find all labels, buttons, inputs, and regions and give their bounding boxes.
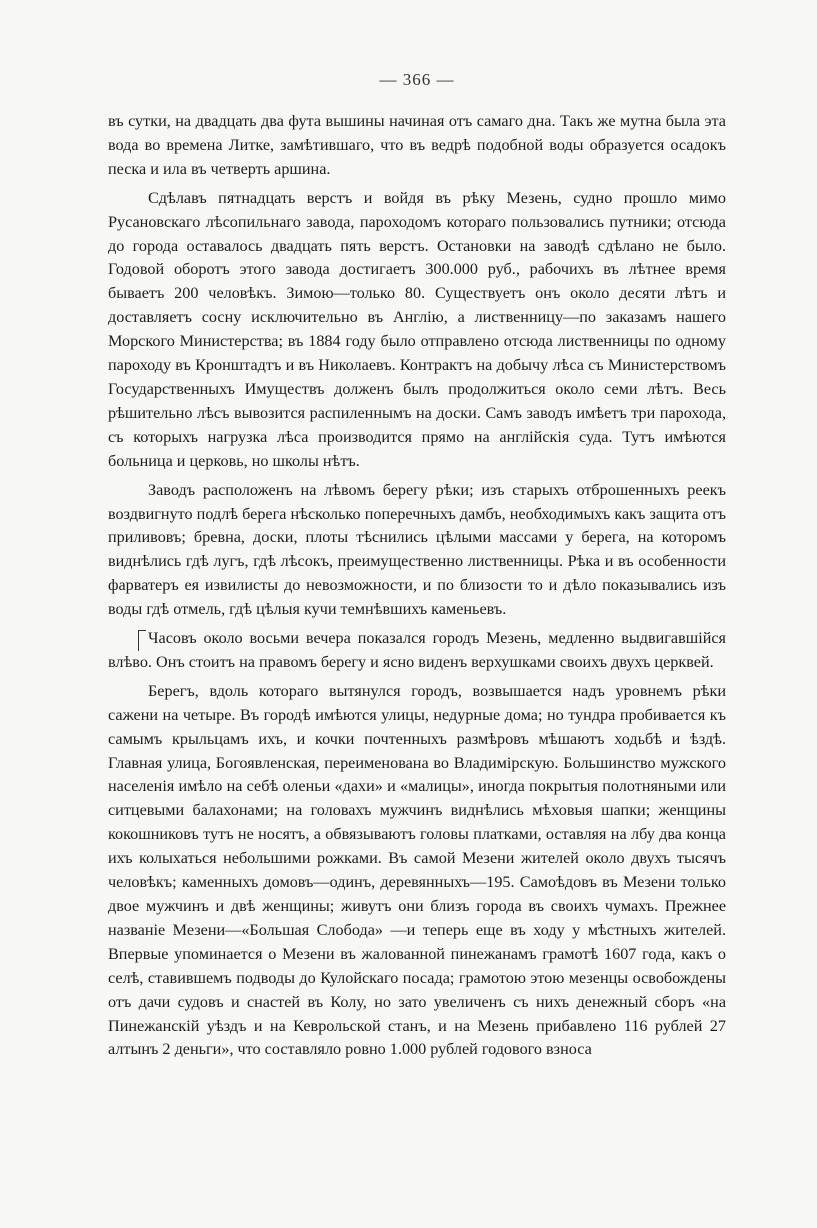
page-body: [108, 70, 726, 1067]
paragraph-3: Заводъ расположенъ на лѣвомъ берегу рѣки; изъ старыхъ отброшенныхъ реекъ воздвигнуто подлѣ берега нѣсколько поперечныхъ дамбъ, необходимыхъ какъ защита отъ приливовъ; бревна, доски, плоты тѣснились цѣлыми массами у берега, на которомъ виднѣлись гдѣ лугъ, гдѣ лѣсокъ, преимущественно лиственницы. Рѣка и въ особенности фарватеръ ея извилисты до невозможности, и по близости то и дѣло показывались изъ воды гдѣ отмель, гдѣ цѣлыя кучи темнѣвшихъ каменьевъ.: [108, 480, 726, 619]
page-number: — 366 —: [379, 70, 455, 89]
paragraph-1: въ сутки, на двадцать два фута вышины начиная отъ самаго дна. Такъ же мутна была эта вода во времена Литке, замѣтившаго, что въ ведрѣ подобной воды образуется осадокъ песка и ила въ четверть аршина.: [108, 112, 726, 178]
paragraph-5: Берегъ, вдоль котораго вытянулся городъ, возвышается надъ уровнемъ рѣки сажени на четыре. Въ городѣ имѣются улицы, недурные дома; но тундра пробивается къ самымъ крыльцамъ ихъ, и кочки почтенныхъ размѣровъ мѣшаютъ ходьбѣ и ѣздѣ. Главная улица, Богоявленская, переименована во Владимірскую. Большинство мужского населенія имѣло на себѣ оленьи «дахи» и «малицы», иногда покрытыя полотняными или ситцевыми балахонами; на головахъ мужчинъ виднѣлись мѣховыя шапки; женщины кокошниковъ тутъ не носятъ, а обвязываютъ головы платками, оставляя на лбу два конца ихъ колыхаться небольшими рожками. Въ самой Мезени жителей около двухъ тысячъ человѣкъ; каменныхъ домовъ—одинъ, деревянныхъ—195. Самоѣдовъ въ Мезени только двое мужчинъ и двѣ женщины; живутъ они близъ города въ своихъ чумахъ. Прежнее названіе Мезени—«Большая Слобода» —и теперь еще въ ходу у мѣстныхъ жителей. Впервые упоминается о Мезени въ жалованной пинежанамъ грамотѣ 1607 года, какъ о селѣ, ставившемъ подводы до Кулойскаго посада; грамотою этою мезенцы освобождены отъ дачи судовъ и снастей въ Колу, но зато увеличенъ съ нихъ денежный сборъ «на Пинежанскій уѣздъ и на Кеврольской станъ, и на Мезень прибавлено 116 рублей 27 алтынъ 2 деньги», что составляло ровно 1.000 рублей годового взноса: [108, 681, 726, 1059]
paragraph-4: Часовъ около восьми вечера показался городъ Мезень, медленно выдвигавшійся влѣво. Онъ стоитъ на правомъ берегу и ясно виденъ верхушками своихъ двухъ церквей.: [108, 629, 726, 671]
paragraph-mark-icon: [138, 630, 146, 651]
paragraph-2: Сдѣлавъ пятнадцать верстъ и войдя въ рѣку Мезень, судно прошло мимо Русановскаго лѣсопильнаго завода, пароходомъ котораго пользовались путники; отсюда до города оставалось двадцать пять верстъ. Остановки на заводѣ сдѣлано не было. Годовой оборотъ этого завода достигаетъ 300.000 руб., рабочихъ въ лѣтнее время бываетъ 200 человѣкъ. Зимою—только 80. Существуетъ онъ около десяти лѣтъ и доставляетъ сосну исключительно въ Англію, а лиственницу—по заказамъ нашего Морского Министерства; въ 1884 году было отправлено отсюда лиственницы по одному пароходу въ Кронштадтъ и въ Николаевъ. Контрактъ на добычу лѣса съ Министерствомъ Государственныхъ Имуществъ долженъ былъ продолжиться около семи лѣтъ. Весь рѣшительно лѣсъ вывозится распиленнымъ на доски. Самъ заводъ имѣетъ три парохода, съ которыхъ нагрузка лѣса производится прямо на англійскія суда. Тутъ имѣются больница и церковь, но школы нѣтъ.: [108, 188, 726, 470]
